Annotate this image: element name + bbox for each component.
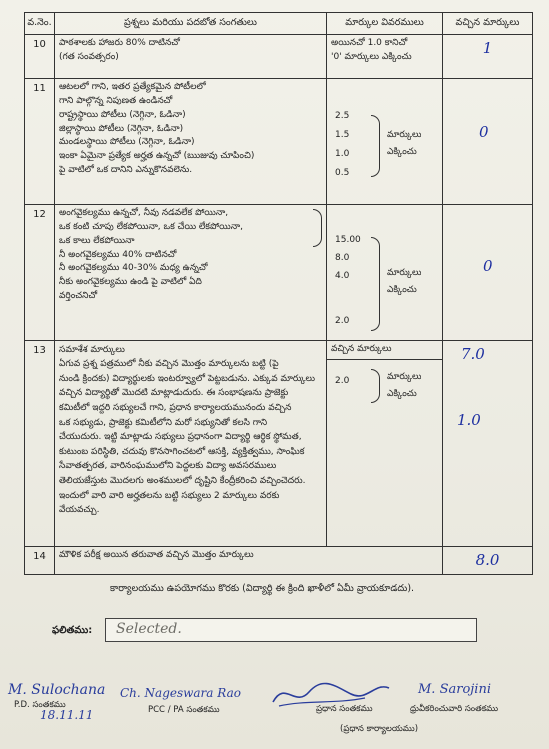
question-line: ఇంకా ఏమైనా ప్రత్యేక అర్హత ఉన్నచో (ఋజువు చూపించి) xyxy=(59,151,255,162)
row-number: 10 xyxy=(25,34,55,78)
row-number: 14 xyxy=(25,546,55,574)
office-use-note: కార్యాలయము ఉపయోగము కొరకు (విద్యార్థి ఈ క్రింది ఖాళీలో ఏమీ వ్రాయకూడదు). xyxy=(110,583,415,594)
row-awarded xyxy=(443,34,533,78)
row-awarded xyxy=(443,204,533,340)
result-value: Selected. xyxy=(116,621,182,637)
marks-note: మార్కులు xyxy=(387,267,422,278)
question-line: మౌళిక పరీక్ష అయిన తరువాత వచ్చిన మొత్తం మార్కులు xyxy=(59,549,254,560)
question-line: రాష్ట్రస్థాయి పోటీలు (నెగ్గినా, ఓడినా) xyxy=(59,109,186,120)
marks-value: 1.5 xyxy=(335,129,350,140)
row-question xyxy=(55,204,327,340)
header-sno: వ.నెం. xyxy=(25,13,55,35)
hq-label: (ప్రధాన కార్యాలయము) xyxy=(340,724,419,734)
row-question xyxy=(55,546,443,574)
question-line: ఏగువ ప్రశ్న పత్రములో నీకు వచ్చిన మొత్తం మార్కులను బట్టి (పై xyxy=(59,359,279,370)
question-line: చేయుదురు. ఇట్టి మాట్లాడు సభ్యులు ప్రధానంగా విద్యార్థి ఆర్థిక స్థోమత, xyxy=(59,432,302,443)
question-line: వచ్చిన విద్యార్థితో మొదటి మాట్లాడుదురు. ఈ సంభాషణను ప్రాజెక్టు xyxy=(59,388,289,399)
question-line: ఒక కాలు లేకపోయినా xyxy=(59,235,135,246)
marks-line: '0' మార్కులు ఎక్కించు xyxy=(331,51,412,62)
row-awarded xyxy=(443,78,533,204)
marks-value: 2.0 xyxy=(335,315,350,326)
pd-signature: M. Sulochana xyxy=(8,682,106,698)
marks-note: ఎక్కించు xyxy=(387,284,417,295)
row-marks-detail xyxy=(327,78,443,204)
marks-note: ఎక్కించు xyxy=(387,146,417,157)
marks-value: 15.00 xyxy=(335,234,361,245)
question-line: పాఠశాలకు హాజరు 80% దాటినచో xyxy=(59,37,180,48)
marks-note: మార్కులు xyxy=(387,371,422,382)
question-line: తెలియజేస్తుట మొదలగు అంశములలో దృష్టిని కేంద్రీకరించి వచ్చించెదరు. xyxy=(59,475,306,486)
question-line: నీ అంగవైకల్యము 40% దాటినచో xyxy=(59,249,177,260)
row-question xyxy=(55,34,327,78)
marks-value: 2.0 xyxy=(335,375,350,386)
question-line: (గత సంవత్సరం) xyxy=(59,51,119,62)
awarded-value: 8.0 xyxy=(475,550,500,569)
row-awarded xyxy=(443,546,533,574)
pcc-signature-label: PCC / PA సంతకము xyxy=(148,705,220,715)
question-title: సమాశేశ మార్కులు xyxy=(59,344,125,355)
question-line: మండలస్థాయి పోటీలు (నెగ్గినా, ఓడినా) xyxy=(59,137,195,148)
row-marks-detail xyxy=(327,34,443,78)
question-line: వేయవచ్చు. xyxy=(59,505,100,516)
awarded-value: 0 xyxy=(483,256,493,275)
header-awarded-marks: వచ్చిన మార్కులు xyxy=(443,13,533,35)
marks-value: 4.0 xyxy=(335,270,350,281)
marks-table xyxy=(24,12,533,575)
awarded-value: 1.0 xyxy=(457,410,481,429)
result-label: ఫలితము: xyxy=(52,625,93,636)
marks-value: 8.0 xyxy=(335,252,350,263)
marks-line: అయినచో 1.0 కానిచో xyxy=(331,37,408,48)
question-line: పై వాటిలో ఒక దానిని ఎన్నుకొనవలెను. xyxy=(59,165,193,176)
awarded-value: 1 xyxy=(482,38,493,57)
brace xyxy=(313,209,322,247)
header-row xyxy=(25,13,533,35)
marks-value: 1.0 xyxy=(335,148,350,159)
question-line: సేవాతత్పరత, వారినంఘములోని పెద్దలకు విద్యా అవసరములు xyxy=(59,461,277,472)
result-field[interactable] xyxy=(105,618,477,642)
question-line: ఒక కంటి చూపు లేకపోయినా, ఒక చేయి లేకపోయినా, xyxy=(59,221,243,232)
row-question xyxy=(55,340,327,546)
row-14 xyxy=(25,546,533,574)
pd-signature-label: P.D. సంతకము xyxy=(14,700,66,710)
row-question xyxy=(55,78,327,204)
pd-signature-date: 18.11.11 xyxy=(40,708,94,722)
brace xyxy=(371,237,380,331)
awarded-total: 7.0 xyxy=(461,344,485,363)
row-number: 12 xyxy=(25,204,55,340)
question-line: అంగవైకల్యము ఉన్నచో, నీవు నడవలేక పోయినా, xyxy=(59,207,229,218)
marks-note: మార్కులు xyxy=(387,129,422,140)
brace xyxy=(371,369,380,403)
question-line: ఒక సభ్యుడు, ప్రాజెక్టు కమిటీలోని మరో సభ్యునితో కలసి గాని xyxy=(59,417,268,428)
marks-value: 2.5 xyxy=(335,110,350,121)
question-line: జిల్లాస్థాయి పోటీలు (నెగ్గినా, ఓడినా) xyxy=(59,123,184,134)
question-line: ఆటలలో గాని, ఇతర ప్రత్యేకమైన పోటీలలో xyxy=(59,81,206,92)
question-line: కమిటీలో ఇద్దరి సభ్యులచే గాని, ప్రధాన కార్యాలయమునందు వచ్చిన xyxy=(59,403,292,414)
row-marks-detail xyxy=(327,204,443,340)
row-number: 11 xyxy=(25,78,55,204)
question-line: నుండి క్రిందకు) విద్యార్థులకు ఇంటర్వ్యూలో పెట్టబడును. ఎక్కువ మార్కులు xyxy=(59,373,315,384)
question-line: వర్తించనిచో xyxy=(59,291,98,302)
row-11 xyxy=(25,78,533,204)
brace xyxy=(371,115,380,177)
awarded-value: 0 xyxy=(479,122,489,141)
row-12 xyxy=(25,204,533,340)
awarded-label: వచ్చిన మార్కులు xyxy=(327,341,442,360)
exec-signature-label: ప్రధాన సంతకము xyxy=(316,704,373,714)
question-line: గాని పాల్గొన్న నిపుణత ఉండినచో xyxy=(59,95,173,106)
marks-note: ఎక్కించు xyxy=(387,388,417,399)
question-line: ఇందులో వారి వారి అర్హతలను బట్టి సభ్యులు 2 మార్కులు వరకు xyxy=(59,490,280,501)
question-line: కుటుంబ పరిస్థితి, చదువు కొనసాగించటలో ఆసక్తి, వ్యక్తిత్వము, సాంఘిక xyxy=(59,446,305,457)
question-line: నీకు అంగవైకల్యము ఉండి పై వాటిలో ఏది xyxy=(59,277,202,288)
header-questions: ప్రశ్నలు మరియు పదబోత సంగతులు xyxy=(55,13,327,35)
row-marks-detail xyxy=(327,340,443,546)
row-number: 13 xyxy=(25,340,55,546)
row-10 xyxy=(25,34,533,78)
row-awarded xyxy=(443,340,533,546)
member-signature: M. Sarojini xyxy=(418,682,491,697)
row-13 xyxy=(25,340,533,546)
member-signature-label: ధ్రువీకరించువారి సంతకము xyxy=(410,704,499,714)
header-marks-details: మార్కుల వివరములు xyxy=(327,13,443,35)
question-line: నీ అంగవైకల్యము 40-30% మధ్య ఉన్నచో xyxy=(59,263,208,274)
marks-value: 0.5 xyxy=(335,167,350,178)
pcc-signature: Ch. Nageswara Rao xyxy=(120,686,241,700)
